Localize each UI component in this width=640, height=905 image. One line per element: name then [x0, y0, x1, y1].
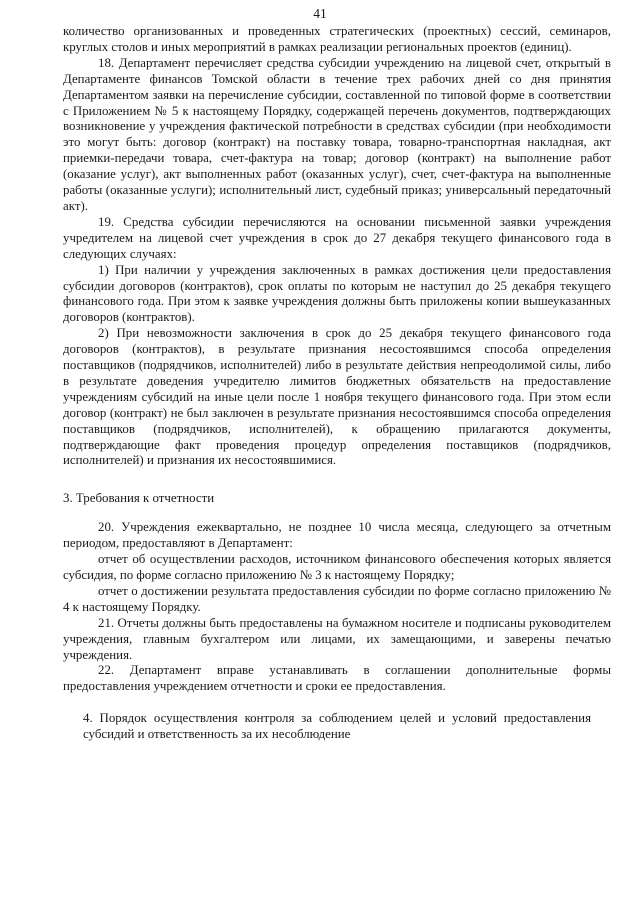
- paragraph-19-item-1: 1) При наличии у учреждения заключенных в рамках достижения цели предоставления субсидии договоров (контрактов), срок оплаты по которым не наступил до 25 декабря текущего финансового года. При этом к заявке учреждения должны быть приложены копии вышеуказанных договоров (контрактов).: [63, 262, 611, 325]
- paragraph-20: 20. Учреждения ежеквартально, не позднее 10 числа месяца, следующего за отчетным периодом, предоставляют в Департамент:: [63, 520, 611, 551]
- paragraph-20-report-expenses: отчет об осуществлении расходов, источником финансового обеспечения которых является субсидия, по форме согласно приложению № 3 к настоящему Порядку;: [63, 552, 611, 582]
- document-body: [63, 24, 611, 743]
- section-4-heading: 4. Порядок осуществления контроля за соблюдением целей и условий предоставления субсидий и ответственность за их несоблюдение: [83, 711, 591, 742]
- paragraph-19: 19. Средства субсидии перечисляются на основании письменной заявки учреждения учредителем на лицевой счет учреждения в срок до 27 декабря текущего финансового года в следующих случаях:: [63, 214, 611, 261]
- paragraph-22: 22. Департамент вправе устанавливать в соглашении дополнительные формы предоставления учреждением отчетности и сроки ее предоставления.: [63, 663, 611, 694]
- paragraph-17-continuation: количество организованных и проведенных стратегических (проектных) сессий, семинаров, круглых столов и иных мероприятий в рамках реализации региональных проектов (единиц).: [63, 24, 611, 54]
- paragraph-20-report-results: отчет о достижении результата предоставления субсидии по форме согласно приложению № 4 к настоящему Порядку.: [63, 583, 611, 614]
- paragraph-21: 21. Отчеты должны быть предоставлены на бумажном носителе и подписаны руководителем учреждения, главным бухгалтером или лицами, их замещающими, и заверены печатью учреждения.: [63, 615, 611, 662]
- section-3-heading: 3. Требования к отчетности: [63, 491, 215, 506]
- paragraph-18: 18. Департамент перечисляет средства субсидии учреждению на лицевой счет, открытый в Департаменте финансов Томской области в течение трех рабочих дней со дня принятия Департаментом заявки на перечисление субсидии, составленной по типовой форме в соответствии с Приложением № 5 к настоящему Порядку, содержащей перечень документов, подтверждающих возникновение у учреждения фактической потребности в средствах субсидии (при необходимости это могут быть: договор (контракт) на поставку товара, товарно-транспортная накладная, акт приемки-передачи товара, счет-фактура на товар; договор (контракт) на выполнение работ (оказание услуг), акт выполненных работ (оказанных услуг), счет, счет-фактура на выполненные работы (оказанные услуги); исполнительный лист, судебный приказ; универсальный передаточный акт).: [63, 55, 611, 213]
- page-number: 41: [313, 6, 327, 21]
- paragraph-19-item-2: 2) При невозможности заключения в срок до 25 декабря текущего финансового года договоров (контрактов), в результате признания несостоявшимся способа определения поставщиков (подрядчиков, исполнителей) либо в результате действия непреодолимой силы, либо в результате доведения учредителю лимитов бюджетных обязательств на предоставление учреждениям субсидий на иные цели после 1 ноября текущего финансового года. При этом если договор (контракт) не был заключен в результате признания несостоявшимся способа определения поставщиков (подрядчиков, исполнителей), к обращению прилагаются документы, подтверждающие факт проведения процедур определения поставщиков (подрядчиков, исполнителей) и признания их несостоявшимися.: [63, 326, 611, 468]
